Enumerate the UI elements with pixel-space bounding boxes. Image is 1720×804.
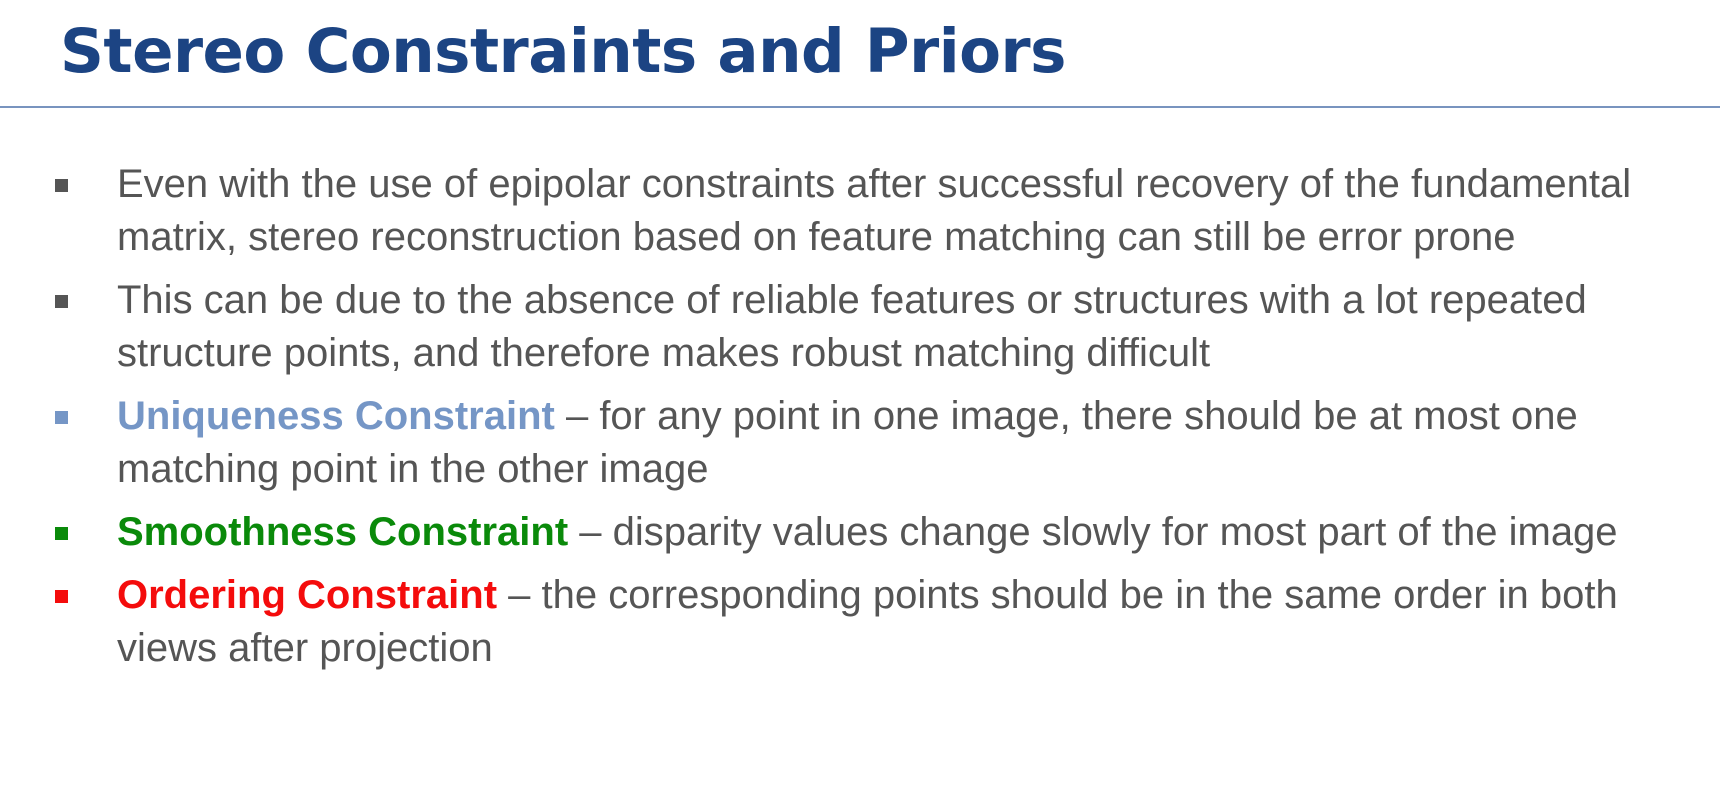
bullet-item-ordering [0,569,1720,675]
uniqueness-constraint-term: Uniqueness Constraint [117,394,555,438]
ordering-constraint-term: Ordering Constraint [117,573,498,617]
square-bullet-icon [55,179,68,192]
slide-title: Stereo Constraints and Priors [60,16,1066,87]
smoothness-constraint-term: Smoothness Constraint [117,510,569,554]
bullet-item-absence [0,274,1720,380]
square-bullet-icon [55,590,68,603]
bullet-list [0,158,1720,685]
bullet-text: – disparity values change slowly for most part of the image [568,510,1618,554]
square-bullet-icon [55,295,68,308]
bullet-text: – the corresponding points should be in the same order in both views after projection [117,573,1618,670]
bullet-text: – for any point in one image, there should be at most one matching point in the other image [117,394,1578,491]
bullet-item-uniqueness [0,390,1720,496]
bullet-item-epipolar [0,158,1720,264]
bullet-text: Even with the use of epipolar constraints after successful recovery of the fundamental matrix, stereo reconstruction based on feature matching can still be error prone [117,162,1632,259]
square-bullet-icon [55,527,68,540]
square-bullet-icon [55,411,68,424]
bullet-text: This can be due to the absence of reliable features or structures with a lot repeated structure points, and therefore makes robust matching difficult [117,278,1587,375]
bullet-item-smoothness [0,506,1720,559]
title-divider [0,106,1720,108]
